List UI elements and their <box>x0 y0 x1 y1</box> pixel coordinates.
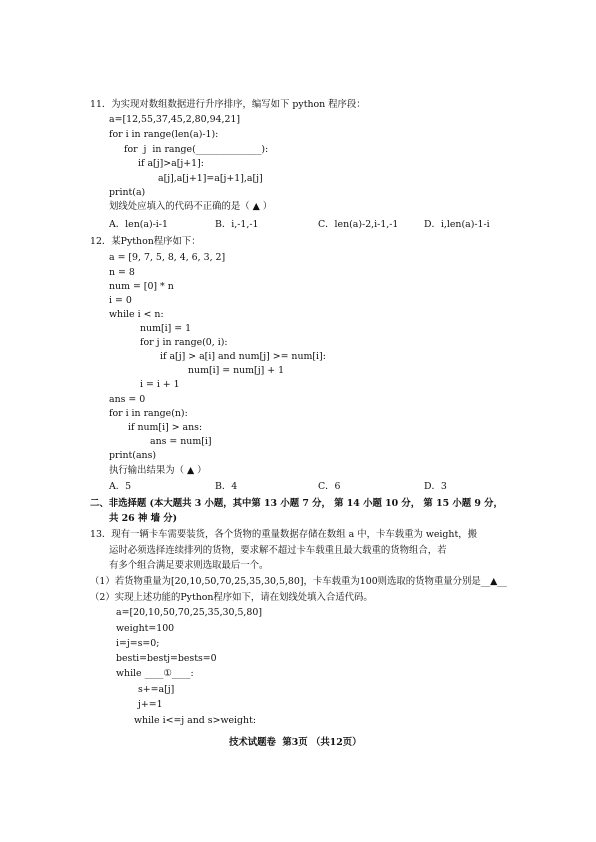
section-heading: 二、非选择题 (本大题共 3 小题，其中第 13 小题 7 分， 第 14 小题 10 分， 第 15 小题 9 分， <box>90 498 503 509</box>
q12-code-line: if a[j] > a[i] and num[j] >= num[i]: <box>160 351 326 362</box>
q11-code-line: if a[j]>a[j+1]: <box>138 158 204 169</box>
q11-option-d: D．i,len(a)-1-i <box>424 219 490 230</box>
q12-code-line: while i < n: <box>109 309 164 320</box>
q13-text: 运时必须选择连续排列的货物，要求解不超过卡车载重且最大载重的货物组合，若 <box>109 545 447 556</box>
q13-subquestion-2: （2）实现上述功能的Python程序如下，请在划线处填入合适代码。 <box>90 592 373 603</box>
q12-code-line: i = 0 <box>109 295 132 306</box>
q12-option-c: C．6 <box>318 481 341 492</box>
q11-code-line: print(a) <box>109 187 146 198</box>
q12-code-line: num = [0] * n <box>109 281 174 292</box>
q12-option-d: D．3 <box>424 481 447 492</box>
q11-code-line: a[j],a[j+1]=a[j+1],a[j] <box>158 173 263 184</box>
q13-code-line: while i<=j and s>weight: <box>134 715 256 726</box>
q12-code-line: num[i] = num[j] + 1 <box>188 365 285 376</box>
page-footer: 技术试题卷 第3页 （共12页） <box>229 737 362 748</box>
q12-option-a: A．5 <box>109 481 132 492</box>
q12-code-line: a = [9, 7, 5, 8, 4, 6, 3, 2] <box>109 252 226 263</box>
q11-option-c: C．len(a)-2,i-1,-1 <box>318 219 399 230</box>
q12-code-line: i = i + 1 <box>140 379 180 390</box>
q13-code-line: i=j=s=0; <box>116 638 160 649</box>
q12-question: 执行输出结果为（ ▲ ） <box>109 465 207 476</box>
q11-intro: 11．为实现对数组数据进行升序排序，编写如下 python 程序段： <box>90 99 366 110</box>
q12-code-line: num[i] = 1 <box>140 323 192 334</box>
q13-code-line: besti=bestj=bests=0 <box>116 653 217 664</box>
q13-code-line: weight=100 <box>116 623 175 634</box>
q12-code-line: for j in range(0, i): <box>140 337 228 348</box>
q12-code-line: for i in range(n): <box>109 408 188 419</box>
q12-code-line: ans = 0 <box>109 394 146 405</box>
q13-code-line: j+=1 <box>138 699 163 710</box>
q13-code-line: a=[20,10,50,70,25,35,30,5,80] <box>116 607 262 618</box>
q11-code-line: for j in range(______________): <box>124 144 269 155</box>
q12-intro: 12．某Python程序如下： <box>90 236 201 247</box>
fill-blank-1: ____①____ <box>144 668 191 679</box>
q13-text: 有多个组合满足要求则选取最后一个。 <box>109 560 269 571</box>
q12-code-line: print(ans) <box>109 450 157 461</box>
q13-subquestion-1: （1）若货物重量为[20,10,50,70,25,35,30,5,80]，卡车载重为100则选取的货物重量分别是__▲__ <box>90 576 507 587</box>
q12-code-line: n = 8 <box>109 267 135 278</box>
q11-code-line: a=[12,55,37,45,2,80,94,21] <box>109 114 241 125</box>
q12-code-line: if num[i] > ans: <box>128 422 203 433</box>
q13-code-line: s+=a[j] <box>138 684 175 695</box>
q11-question: 划线处应填入的代码不正确的是（ ▲ ） <box>109 201 273 212</box>
q11-code-line: for i in range(len(a)-1): <box>109 129 219 140</box>
q12-code-line: ans = num[i] <box>150 436 212 447</box>
answer-blank: __▲__ <box>480 576 507 587</box>
q13-code-line: while ____①____: <box>116 668 194 679</box>
q13-text: 13．现有一辆卡车需要装货，各个货物的重量数据存储在数组 a 中，卡车载重为 weight，搬 <box>90 529 477 540</box>
q11-option-a: A．len(a)-i-1 <box>109 219 168 230</box>
section-heading-cont: 共 26 神 墙 分) <box>109 513 178 524</box>
q11-option-b: B．i,-1,-1 <box>215 219 259 230</box>
q12-option-b: B．4 <box>215 481 238 492</box>
